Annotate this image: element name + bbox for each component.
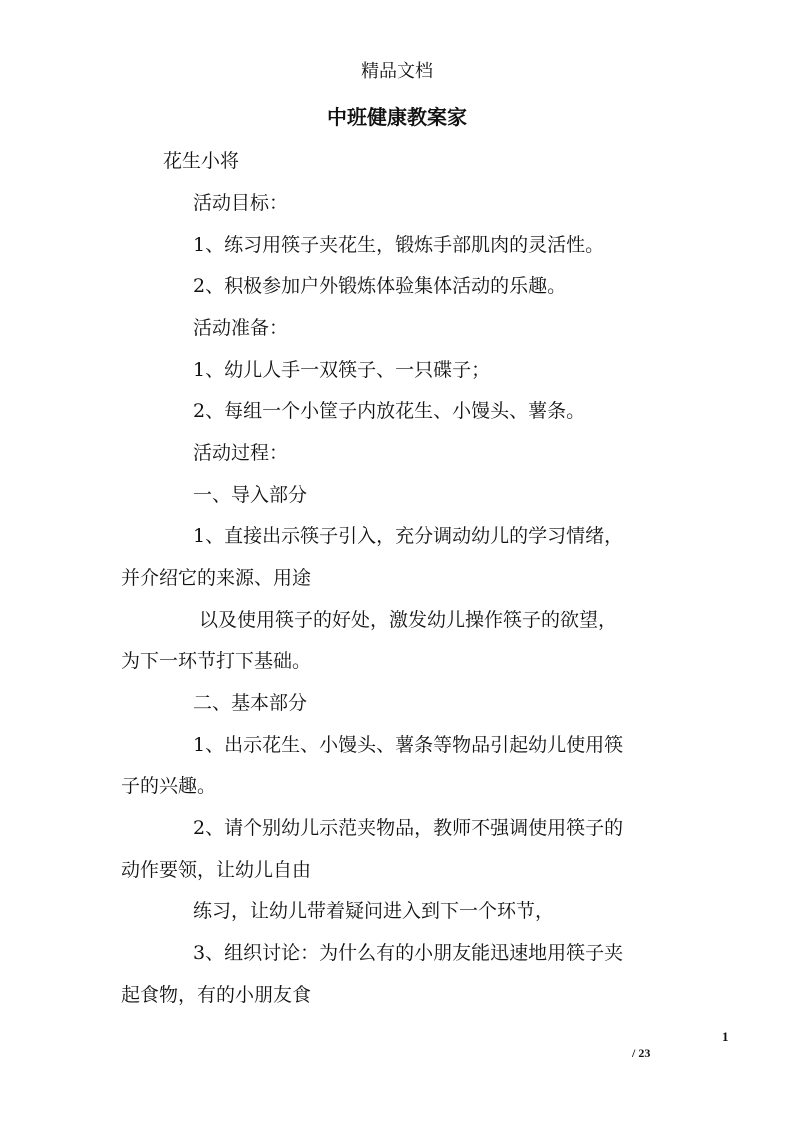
page-number: 1: [722, 1029, 729, 1044]
section-heading: 活动准备：: [193, 317, 289, 339]
document-title: 中班健康教案家: [327, 105, 467, 129]
paragraph-line: 练习，让幼儿带着疑问进入到下一个环节，: [193, 900, 555, 922]
paragraph-line: 以及使用筷子的好处，激发幼儿操作筷子的欲望，: [199, 609, 618, 631]
section-heading: 活动过程：: [193, 442, 289, 464]
section-heading: 一、导入部分: [193, 484, 308, 506]
paragraph-line: 并介绍它的来源、用途: [121, 567, 312, 589]
section-heading: 二、基本部分: [193, 692, 308, 714]
paragraph-line: 1、出示花生、小馒头、薯条等物品引起幼儿使用筷: [193, 734, 624, 756]
paragraph-line: 起食物，有的小朋友食: [121, 984, 312, 1006]
paragraph-line: 1、练习用筷子夹花生，锻炼手部肌肉的灵活性。: [193, 234, 605, 256]
paragraph-line: 2、积极参加户外锻炼体验集体活动的乐趣。: [193, 275, 567, 297]
paragraph-line: 3、组织讨论：为什么有的小朋友能迅速地用筷子夹: [193, 942, 624, 964]
paragraph-line: 1、幼儿人手一双筷子、一只碟子；: [193, 359, 491, 381]
paragraph-line: 动作要领，让幼儿自由: [121, 859, 312, 881]
paragraph-line: 2、请个别幼儿示范夹物品，教师不强调使用筷子的: [193, 817, 624, 839]
section-heading: 活动目标：: [193, 192, 289, 214]
paragraph-line: 为下一环节打下基础。: [121, 650, 312, 672]
document-header: 精品文档: [361, 61, 433, 82]
paragraph-line: 1、直接出示筷子引入，充分调动幼儿的学习情绪，: [193, 525, 624, 547]
paragraph-line: 2、每组一个小筐子内放花生、小馒头、薯条。: [193, 400, 586, 422]
page-total: / 23: [632, 1046, 651, 1060]
paragraph-line: 子的兴趣。: [121, 775, 217, 797]
lesson-subtitle: 花生小将: [163, 150, 240, 172]
